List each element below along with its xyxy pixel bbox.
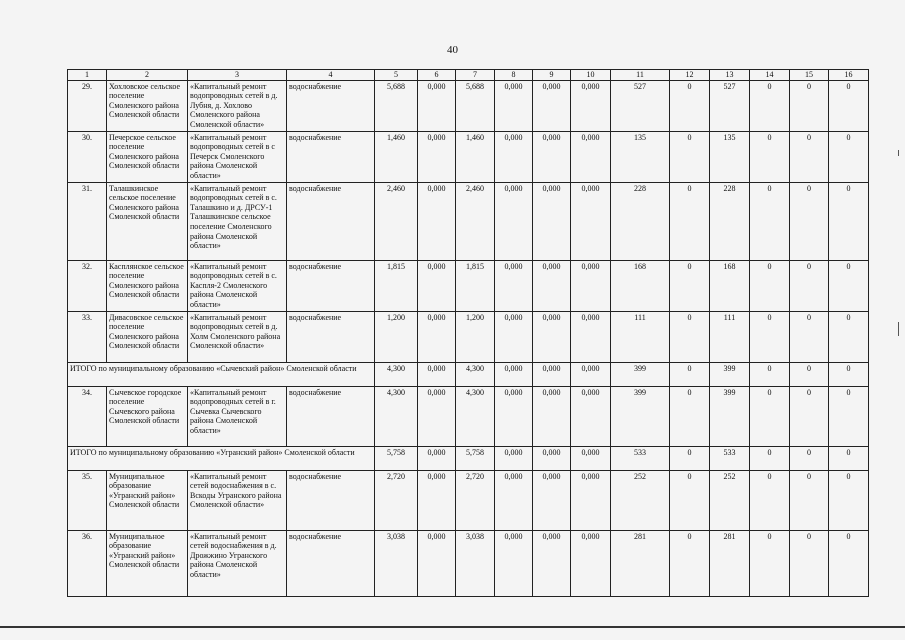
value-cell: 0 [750, 182, 790, 260]
column-number-cell: 14 [750, 70, 790, 81]
sector: водоснабжение [287, 131, 375, 182]
value-cell: 0,000 [495, 131, 533, 182]
work-description: «Капитальный ремонт водопроводных сетей в с. Каспля-2 Смоленского района Смоленской области» [188, 260, 287, 311]
value-cell: 1,200 [375, 311, 418, 362]
sector: водоснабжение [287, 470, 375, 530]
value-cell: 0 [790, 530, 829, 596]
table-row [68, 131, 869, 182]
value-cell: 0 [829, 470, 869, 530]
page-number: 40 [447, 44, 458, 56]
value-cell: 2,720 [375, 470, 418, 530]
value-cell: 135 [611, 131, 670, 182]
value-cell: 1,460 [375, 131, 418, 182]
value-cell: 1,460 [456, 131, 495, 182]
column-number-cell: 10 [571, 70, 611, 81]
value-cell: 5,688 [456, 80, 495, 131]
column-number-cell: 7 [456, 70, 495, 81]
value-cell: 0 [829, 386, 869, 446]
value-cell: 0 [750, 470, 790, 530]
value-cell: 2,460 [456, 182, 495, 260]
value-cell: 0 [829, 182, 869, 260]
value-cell: 0,000 [533, 311, 571, 362]
value-cell: 135 [710, 131, 750, 182]
value-cell: 4,300 [456, 362, 495, 386]
value-cell: 0 [790, 80, 829, 131]
value-cell: 0,000 [571, 182, 611, 260]
value-cell: 0,000 [571, 362, 611, 386]
value-cell: 0,000 [495, 182, 533, 260]
value-cell: 399 [710, 362, 750, 386]
value-cell: 0 [829, 311, 869, 362]
value-cell: 228 [710, 182, 750, 260]
value-cell: 0 [750, 530, 790, 596]
value-cell: 168 [710, 260, 750, 311]
column-number-cell: 13 [710, 70, 750, 81]
municipality-name: Муниципальное образование «Угранский район» Смоленской области [107, 530, 188, 596]
value-cell: 4,300 [375, 362, 418, 386]
value-cell: 0,000 [418, 131, 456, 182]
value-cell: 281 [611, 530, 670, 596]
value-cell: 0 [790, 386, 829, 446]
value-cell: 0 [670, 386, 710, 446]
value-cell: 0,000 [571, 80, 611, 131]
sector: водоснабжение [287, 311, 375, 362]
scan-edge-mark [898, 150, 899, 156]
value-cell: 0 [829, 131, 869, 182]
value-cell: 1,815 [456, 260, 495, 311]
row-number: 31. [68, 182, 107, 260]
value-cell: 533 [710, 446, 750, 470]
value-cell: 399 [611, 362, 670, 386]
investment-program-table [67, 69, 869, 597]
value-cell: 0 [790, 260, 829, 311]
column-number-cell: 16 [829, 70, 869, 81]
value-cell: 0 [750, 311, 790, 362]
value-cell: 252 [611, 470, 670, 530]
table-row [68, 182, 869, 260]
column-number-cell: 15 [790, 70, 829, 81]
value-cell: 1,200 [456, 311, 495, 362]
table-row [68, 80, 869, 131]
value-cell: 0,000 [418, 260, 456, 311]
value-cell: 0,000 [533, 131, 571, 182]
total-label: ИТОГО по муниципальному образованию «Угранский район» Смоленской области [68, 446, 375, 470]
work-description: «Капитальный ремонт водопроводных сетей в г. Сычевка Сычевского района Смоленской области» [188, 386, 287, 446]
value-cell: 0 [670, 446, 710, 470]
row-number: 36. [68, 530, 107, 596]
page-bottom-rule [0, 626, 905, 628]
value-cell: 0 [829, 530, 869, 596]
value-cell: 0,000 [495, 80, 533, 131]
column-number-cell: 9 [533, 70, 571, 81]
value-cell: 399 [611, 386, 670, 446]
value-cell: 0 [670, 530, 710, 596]
value-cell: 0 [750, 131, 790, 182]
row-number: 35. [68, 470, 107, 530]
value-cell: 0,000 [418, 530, 456, 596]
value-cell: 0,000 [533, 446, 571, 470]
value-cell: 0 [750, 80, 790, 131]
municipality-name: Хохловское сельское поселение Смоленского района Смоленской области [107, 80, 188, 131]
value-cell: 0 [670, 182, 710, 260]
municipality-name: Муниципальное образование «Угранский район» Смоленской области [107, 470, 188, 530]
value-cell: 228 [611, 182, 670, 260]
value-cell: 0,000 [418, 362, 456, 386]
row-number: 30. [68, 131, 107, 182]
value-cell: 0,000 [495, 446, 533, 470]
value-cell: 0 [670, 311, 710, 362]
sector: водоснабжение [287, 260, 375, 311]
value-cell: 0,000 [571, 530, 611, 596]
municipality-name: Талашкинское сельское поселение Смоленского района Смоленской области [107, 182, 188, 260]
work-description: «Капитальный ремонт водопроводных сетей в с Печерск Смоленского района Смоленской области» [188, 131, 287, 182]
value-cell: 0 [750, 386, 790, 446]
municipality-name: Касплянское сельское поселение Смоленского района Смоленской области [107, 260, 188, 311]
municipality-name: Сычевское городское поселение Сычевского района Смоленской области [107, 386, 188, 446]
table-row [68, 260, 869, 311]
value-cell: 5,758 [456, 446, 495, 470]
value-cell: 0 [790, 362, 829, 386]
value-cell: 0 [790, 446, 829, 470]
work-description: «Капитальный ремонт сетей водоснабжения в с. Вскоды Угранского района Смоленской области» [188, 470, 287, 530]
value-cell: 0,000 [533, 530, 571, 596]
column-number-row [68, 70, 869, 81]
column-number-cell: 8 [495, 70, 533, 81]
sector: водоснабжение [287, 182, 375, 260]
value-cell: 0 [790, 311, 829, 362]
value-cell: 527 [611, 80, 670, 131]
work-description: «Капитальный ремонт водопроводных сетей в с. Талашкино и д. ДРСУ-1 Талашкинское сельское поселение Смоленского района Смоленской области» [188, 182, 287, 260]
value-cell: 4,300 [456, 386, 495, 446]
value-cell: 5,758 [375, 446, 418, 470]
value-cell: 0,000 [571, 260, 611, 311]
value-cell: 0,000 [418, 386, 456, 446]
value-cell: 0,000 [495, 311, 533, 362]
value-cell: 0 [670, 362, 710, 386]
sector: водоснабжение [287, 386, 375, 446]
value-cell: 0,000 [418, 182, 456, 260]
value-cell: 399 [710, 386, 750, 446]
column-number-cell: 2 [107, 70, 188, 81]
value-cell: 0,000 [571, 386, 611, 446]
municipality-name: Дивасовское сельское поселение Смоленского района Смоленской области [107, 311, 188, 362]
value-cell: 0,000 [418, 446, 456, 470]
value-cell: 0,000 [533, 470, 571, 530]
value-cell: 0,000 [418, 311, 456, 362]
value-cell: 0 [790, 470, 829, 530]
column-number-cell: 11 [611, 70, 670, 81]
value-cell: 2,460 [375, 182, 418, 260]
row-number: 29. [68, 80, 107, 131]
total-label: ИТОГО по муниципальному образованию «Сычевский район» Смоленской области [68, 362, 375, 386]
sector: водоснабжение [287, 80, 375, 131]
value-cell: 0 [670, 260, 710, 311]
value-cell: 4,300 [375, 386, 418, 446]
value-cell: 0 [829, 80, 869, 131]
value-cell: 0 [670, 131, 710, 182]
value-cell: 0 [829, 446, 869, 470]
value-cell: 0 [670, 80, 710, 131]
value-cell: 0,000 [533, 386, 571, 446]
value-cell: 2,720 [456, 470, 495, 530]
value-cell: 0 [790, 182, 829, 260]
work-description: «Капитальный ремонт сетей водоснабжения в д. Дрожжино Угранского района Смоленской области» [188, 530, 287, 596]
value-cell: 0,000 [418, 80, 456, 131]
value-cell: 0,000 [533, 80, 571, 131]
value-cell: 0 [750, 362, 790, 386]
value-cell: 0 [829, 260, 869, 311]
row-number: 34. [68, 386, 107, 446]
value-cell: 0,000 [495, 530, 533, 596]
column-number-cell: 5 [375, 70, 418, 81]
row-number: 32. [68, 260, 107, 311]
column-number-cell: 3 [188, 70, 287, 81]
value-cell: 527 [710, 80, 750, 131]
value-cell: 0,000 [418, 470, 456, 530]
value-cell: 0,000 [571, 131, 611, 182]
total-row [68, 362, 869, 386]
value-cell: 0,000 [533, 182, 571, 260]
column-number-cell: 4 [287, 70, 375, 81]
value-cell: 0 [829, 362, 869, 386]
value-cell: 0,000 [495, 362, 533, 386]
table-row [68, 386, 869, 446]
value-cell: 111 [710, 311, 750, 362]
row-number: 33. [68, 311, 107, 362]
value-cell: 0,000 [495, 470, 533, 530]
total-row [68, 446, 869, 470]
value-cell: 3,038 [456, 530, 495, 596]
value-cell: 0 [750, 260, 790, 311]
value-cell: 0,000 [495, 260, 533, 311]
value-cell: 3,038 [375, 530, 418, 596]
column-number-cell: 1 [68, 70, 107, 81]
value-cell: 0,000 [571, 311, 611, 362]
value-cell: 281 [710, 530, 750, 596]
value-cell: 5,688 [375, 80, 418, 131]
table-row [68, 470, 869, 530]
work-description: «Капитальный ремонт водопроводных сетей в д. Лубня, д. Хохлово Смоленского района Смоленской области» [188, 80, 287, 131]
value-cell: 1,815 [375, 260, 418, 311]
column-number-cell: 6 [418, 70, 456, 81]
value-cell: 0,000 [571, 470, 611, 530]
value-cell: 0,000 [533, 260, 571, 311]
table-row [68, 311, 869, 362]
value-cell: 0,000 [495, 386, 533, 446]
value-cell: 0 [670, 470, 710, 530]
column-number-cell: 12 [670, 70, 710, 81]
work-description: «Капитальный ремонт водопроводных сетей в д. Холм Смоленского района Смоленской области» [188, 311, 287, 362]
value-cell: 0,000 [533, 362, 571, 386]
value-cell: 252 [710, 470, 750, 530]
value-cell: 168 [611, 260, 670, 311]
sector: водоснабжение [287, 530, 375, 596]
table-row [68, 530, 869, 596]
value-cell: 0,000 [571, 446, 611, 470]
value-cell: 0 [750, 446, 790, 470]
value-cell: 111 [611, 311, 670, 362]
value-cell: 0 [790, 131, 829, 182]
value-cell: 533 [611, 446, 670, 470]
scan-edge-mark [898, 322, 899, 336]
municipality-name: Печерское сельское поселение Смоленского района Смоленской области [107, 131, 188, 182]
